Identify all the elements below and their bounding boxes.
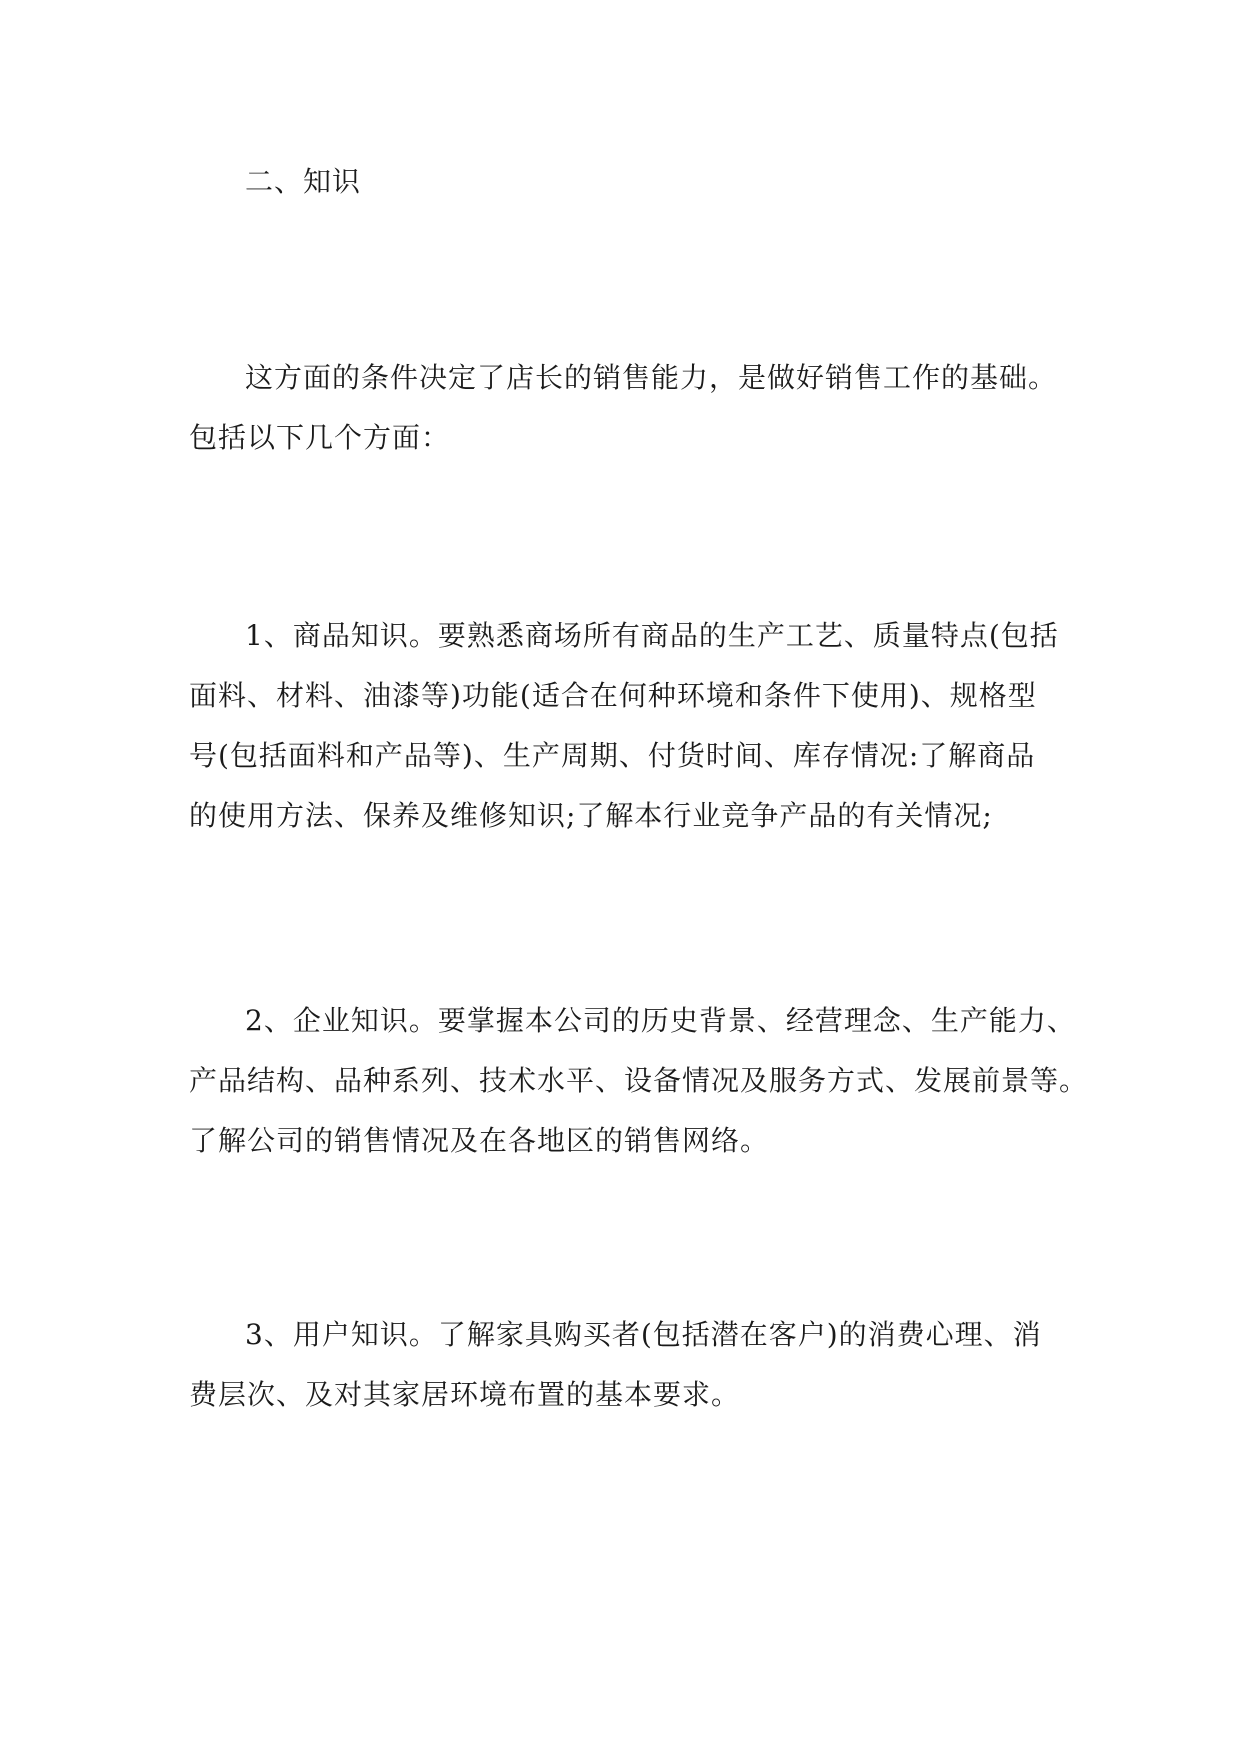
intro-paragraph xyxy=(189,348,1069,468)
intro-line: 这方面的条件决定了店长的销售能力，是做好销售工作的基础。 xyxy=(245,361,1058,394)
section-heading xyxy=(189,152,1069,212)
company-knowledge-paragraph xyxy=(189,991,1089,1171)
paragraph-line: 3、用户知识。了解家具购买者(包括潜在客户)的消费心理、消 xyxy=(245,1318,1042,1351)
heading-text: 二、知识 xyxy=(245,165,362,198)
paragraph-line: 产品结构、品种系列、技术水平、设备情况及服务方式、发展前景等。 xyxy=(189,1064,1089,1097)
paragraph-line: 1、商品知识。要熟悉商场所有商品的生产工艺、质量特点(包括 xyxy=(245,619,1059,652)
paragraph-line: 面料、材料、油漆等)功能(适合在何种环境和条件下使用)、规格型 xyxy=(189,679,1037,712)
paragraph-line: 的使用方法、保养及维修知识;了解本行业竞争产品的有关情况; xyxy=(189,799,993,832)
customer-knowledge-paragraph xyxy=(189,1305,1069,1425)
paragraph-line: 2、企业知识。要掌握本公司的历史背景、经营理念、生产能力、 xyxy=(245,1004,1076,1037)
paragraph-line: 号(包括面料和产品等)、生产周期、付货时间、库存情况:了解商品 xyxy=(189,739,1036,772)
paragraph-line: 了解公司的销售情况及在各地区的销售网络。 xyxy=(189,1124,770,1157)
paragraph-line: 费层次、及对其家居环境布置的基本要求。 xyxy=(189,1378,741,1411)
intro-line: 包括以下几个方面： xyxy=(189,421,451,454)
product-knowledge-paragraph xyxy=(189,606,1069,846)
